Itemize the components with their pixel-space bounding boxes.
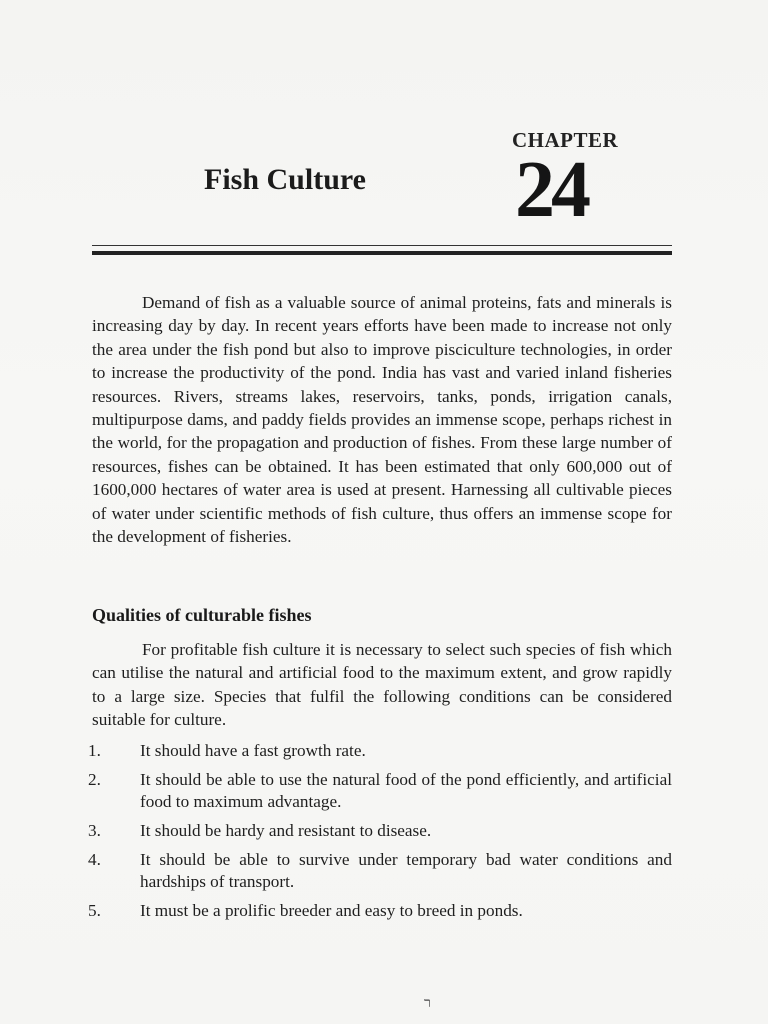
section-paragraph: For profitable fish culture it is necessary to select such species of fish which can utilise the natural and artificial food to the maximum extent, and grow rapidly to a large size. Species that fulfil the following conditions can be considered suitable for culture. bbox=[92, 640, 672, 730]
list-item bbox=[88, 769, 672, 813]
header-rule-thick bbox=[92, 251, 672, 255]
section-heading: Qualities of culturable fishes bbox=[92, 605, 312, 625]
header-rule-thin bbox=[92, 245, 672, 246]
list-item-number: 2. bbox=[88, 770, 101, 789]
list-item-number: 5. bbox=[88, 901, 101, 920]
list-item-text: It should be hardy and resistant to disease. bbox=[140, 821, 432, 840]
chapter-number: 24 bbox=[515, 146, 587, 234]
list-item bbox=[88, 849, 672, 893]
chapter-title: Fish Culture bbox=[204, 163, 366, 196]
list-item-number: 4. bbox=[88, 850, 101, 869]
footer-mark: ר bbox=[424, 996, 431, 1011]
list-item-number: 1. bbox=[88, 741, 101, 760]
list-item bbox=[88, 900, 672, 922]
chapter-label: CHAPTER bbox=[512, 128, 619, 152]
list-item-number: 3. bbox=[88, 821, 101, 840]
list-item-text: It should be able to survive under temporary bad water conditions and hardships of transport. bbox=[140, 850, 672, 891]
list-item-text: It should be able to use the natural food of the pond efficiently, and artificial food to maximum advantage. bbox=[140, 770, 672, 811]
list-item bbox=[88, 820, 672, 842]
list-item bbox=[88, 740, 672, 762]
list-item-text: It must be a prolific breeder and easy to breed in ponds. bbox=[140, 901, 523, 920]
qualities-list bbox=[88, 740, 672, 929]
intro-paragraph: Demand of fish as a valuable source of animal proteins, fats and minerals is increasing day by day. In recent years efforts have been made to increase not only the area under the fish pond but also to improve pisciculture technologies, in order to increase the productivity of the pond. India has vast and varied inland fisheries resources. Rivers, streams lakes, reservoirs, tanks, ponds, irrigation canals, multipurpose dams, and paddy fields provides an immense scope, perhaps richest in the world, for the propagation and production of fishes. From these large number of resources, fishes can be obtained. It has been estimated that only 600,000 out of 1600,000 hectares of water area is used at present. Harnessing all cultivable pieces of water under scientific methods of fish culture, thus offers an immense scope for the development of fisheries. bbox=[92, 293, 672, 547]
list-item-text: It should have a fast growth rate. bbox=[140, 741, 366, 760]
